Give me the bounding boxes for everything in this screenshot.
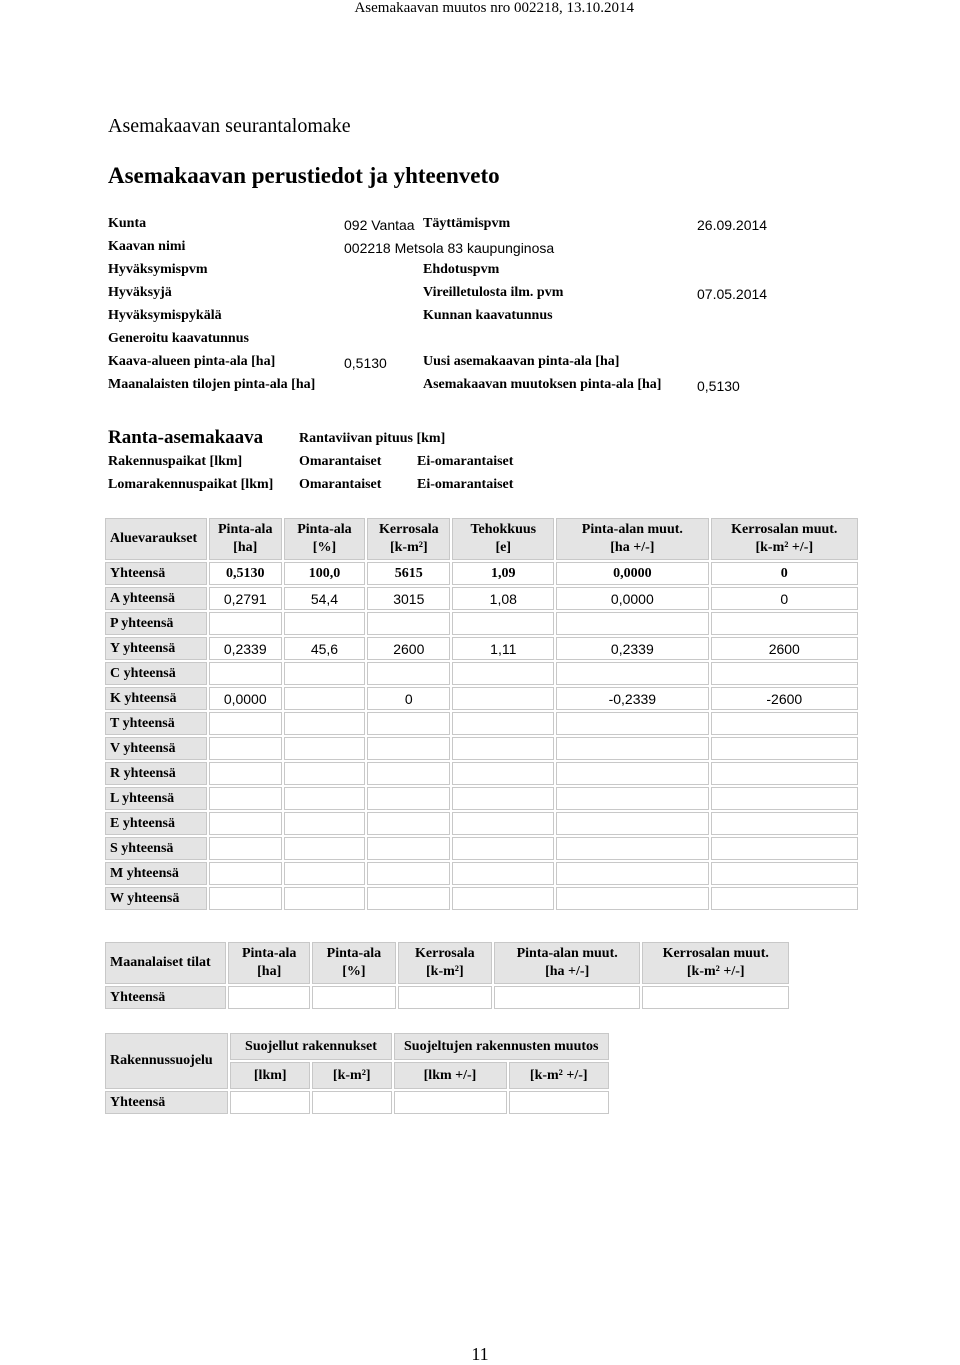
muutos-label: Asemakaavan muutoksen pinta-ala [ha] [423,377,662,392]
table-row [105,1091,609,1114]
row-label: L yhteensä [105,787,207,810]
row-label: Yhteensä [105,1091,228,1114]
table-cell [284,837,365,860]
table-cell [228,986,310,1009]
table-cell [209,737,282,760]
kunta-label: Kunta [108,216,147,231]
kaavan-nimi-label: Kaavan nimi [108,239,186,254]
table-cell [556,762,708,785]
header-text: Kerrosalan muut. [731,522,838,537]
table-cell [209,712,282,735]
vireille-value: 07.05.2014 [697,286,768,302]
table-cell [711,837,858,860]
table-row [105,762,858,785]
header-text: Pinta-alan muut. [516,946,618,961]
sub-header: [k-m² +/-] [509,1062,610,1089]
row-label: P yhteensä [105,612,207,635]
column-header [284,518,365,560]
table-cell [452,762,554,785]
header-text: [ha] [233,540,258,555]
table-cell [284,737,365,760]
kunnan-tunnus-label: Kunnan kaavatunnus [423,308,553,323]
muutos-value: 0,5130 [697,378,740,394]
vireille-label: Vireilletulosta ilm. pvm [423,285,564,300]
header-text: Pinta-ala [241,946,297,961]
table-cell [556,887,708,910]
table-cell [711,787,858,810]
table-cell [556,812,708,835]
table-cell [209,787,282,810]
main-title: Asemakaavan perustiedot ja yhteenveto [108,163,500,188]
rakennuspaikat-label: Rakennuspaikat [lkm] [108,454,243,469]
row-label: Y yhteensä [105,637,207,660]
column-header [228,942,310,984]
table-cell [711,737,858,760]
table-cell: 0,0000 [209,687,282,710]
pykala-label: Hyväksymispykälä [108,308,222,323]
ei-omarantaiset-label-2: Ei-omarantaiset [417,477,514,492]
table-cell: 1,11 [452,637,554,660]
header-text: Kerrosala [415,946,475,961]
table-cell [642,986,789,1009]
header-text: [k-m² +/-] [755,540,814,555]
table-cell [312,986,396,1009]
table-cell: 54,4 [284,587,365,610]
table-cell [556,737,708,760]
table-row [105,986,789,1009]
table-cell [556,787,708,810]
table-cell [452,612,554,635]
table-cell [209,762,282,785]
header-text: [k-m²] [426,964,464,979]
table-cell: 100,0 [284,562,365,585]
table-cell: 0,0000 [556,562,708,585]
header-text: [k-m² +/-] [686,964,745,979]
table-cell [230,1091,310,1114]
table-row [105,837,858,860]
column-header [398,942,492,984]
table-cell: 0 [711,562,858,585]
tayttamispvm-label: Täyttämispvm [423,216,511,231]
header-text: [%] [342,964,366,979]
ehdotuspvm-label: Ehdotuspvm [423,262,500,277]
omarantaiset-label-2: Omarantaiset [299,477,382,492]
table-cell: 5615 [367,562,450,585]
table-cell [209,862,282,885]
row-label: Yhteensä [105,986,226,1009]
table-cell [209,887,282,910]
table-cell [452,787,554,810]
row-label: C yhteensä [105,662,207,685]
table-row [105,787,858,810]
row-label: K yhteensä [105,687,207,710]
table-row [105,612,858,635]
table-cell [556,662,708,685]
table-cell [452,737,554,760]
table-cell [452,887,554,910]
table-cell [312,1091,392,1114]
table-cell: 0,2339 [556,637,708,660]
column-header [312,942,396,984]
table-cell [209,812,282,835]
table-cell: 1,09 [452,562,554,585]
header-text: [k-m²] [389,540,428,555]
table-title-header [105,942,226,984]
sub-header: [k-m²] [312,1062,392,1089]
suojelu-title: Rakennussuojelu [105,1033,228,1089]
table-cell [367,612,450,635]
kaavan-nimi-value: 002218 Metsola 83 kaupunginosa [344,240,555,256]
table-cell [284,612,365,635]
table-cell: 0,2339 [209,637,282,660]
table-cell [711,812,858,835]
table-cell [711,612,858,635]
table-header-row [105,518,858,560]
table-cell: 0,0000 [556,587,708,610]
suojellut-header: Suojellut rakennukset [230,1033,391,1060]
table-cell [284,762,365,785]
table-cell [367,837,450,860]
row-label: V yhteensä [105,737,207,760]
table-row [105,737,858,760]
row-label: S yhteensä [105,837,207,860]
kaava-alue-value: 0,5130 [344,355,387,371]
header-text: [ha] [257,964,282,979]
table-cell: 0,2791 [209,587,282,610]
column-header [642,942,789,984]
table-cell [452,687,554,710]
header-text: Kerrosalan muut. [662,946,769,961]
table-cell [367,862,450,885]
header-text: [%] [312,540,337,555]
tayttamispvm-value: 26.09.2014 [697,217,768,233]
table-row [105,712,858,735]
kunta-value: 092 Vantaa [344,217,415,233]
table-cell: 0 [711,587,858,610]
table-row [105,637,858,660]
table-row [105,887,858,910]
table-cell [398,986,492,1009]
table-cell [284,862,365,885]
table-cell [556,712,708,735]
table-header-row [105,1033,609,1060]
table-cell [284,812,365,835]
column-header [711,518,858,560]
table-cell [452,862,554,885]
table-cell [711,712,858,735]
table-cell [367,787,450,810]
column-header [556,518,708,560]
table-cell [509,1091,610,1114]
header-text: Kerrosala [378,522,439,537]
table-cell [556,612,708,635]
table-cell [452,837,554,860]
table-cell [367,762,450,785]
omarantaiset-label: Omarantaiset [299,454,382,469]
header-text: Maanalaiset tilat [110,955,211,970]
table-cell [711,662,858,685]
row-label: Yhteensä [105,562,207,585]
header-text: Aluevaraukset [110,531,198,546]
table-row [105,862,858,885]
row-label: W yhteensä [105,887,207,910]
table-cell [494,986,641,1009]
table-cell [284,687,365,710]
table-cell [452,712,554,735]
header-text: [ha +/-] [545,964,590,979]
table-cell [284,662,365,685]
sub-header: [lkm] [230,1062,310,1089]
table-cell [394,1091,507,1114]
uusi-label: Uusi asemakaavan pinta-ala [ha] [423,354,620,369]
table-cell [284,787,365,810]
table-cell [367,662,450,685]
table-cell [711,887,858,910]
row-label: T yhteensä [105,712,207,735]
generoitu-label: Generoitu kaavatunnus [108,331,249,346]
page-number: 11 [471,1344,489,1364]
rakennussuojelu-table [103,1031,611,1116]
table-cell [452,812,554,835]
table-cell [284,712,365,735]
table-row [105,562,858,585]
sub-header: [lkm +/-] [394,1062,507,1089]
header-text: Pinta-alan muut. [581,522,683,537]
table-cell [711,762,858,785]
column-header [367,518,450,560]
table-cell [367,712,450,735]
row-label: R yhteensä [105,762,207,785]
header-text: [ha +/-] [610,540,655,555]
table-cell [367,887,450,910]
maanalaiset-pinta-ala-label: Maanalaisten tilojen pinta-ala [ha] [108,377,316,392]
table-cell: 2600 [367,637,450,660]
table-cell [367,812,450,835]
table-cell [209,662,282,685]
table-cell [284,887,365,910]
suojeltujen-muutos-header: Suojeltujen rakennusten muutos [394,1033,610,1060]
ranta-title: Ranta-asemakaava [108,427,264,448]
table-cell: -2600 [711,687,858,710]
hyvaksyja-label: Hyväksyjä [108,285,172,300]
maanalaiset-table [103,940,791,1011]
column-header [494,942,641,984]
row-label: M yhteensä [105,862,207,885]
page-header: Asemakaavan muutos nro 002218, 13.10.2014 [354,0,634,16]
table-header-row [105,942,789,984]
column-header [209,518,282,560]
ei-omarantaiset-label: Ei-omarantaiset [417,454,514,469]
header-text: [e] [495,540,512,555]
table-row [105,687,858,710]
form-title: Asemakaavan seurantalomake [108,115,351,137]
aluevaraukset-table [103,516,860,912]
table-cell: 1,08 [452,587,554,610]
lomarakennuspaikat-label: Lomarakennuspaikat [lkm] [108,477,274,492]
table-row [105,812,858,835]
header-text: Pinta-ala [218,522,273,537]
rantaviiva-label: Rantaviivan pituus [km] [299,431,446,446]
header-text: Tehokkuus [470,522,537,537]
table-cell [711,862,858,885]
column-header [452,518,554,560]
row-label: A yhteensä [105,587,207,610]
table-cell: -0,2339 [556,687,708,710]
table-row [105,587,858,610]
table-cell: 2600 [711,637,858,660]
header-text: Pinta-ala [326,946,382,961]
table-cell: 45,6 [284,637,365,660]
table-cell [556,862,708,885]
table-cell [452,662,554,685]
table-cell: 0,5130 [209,562,282,585]
hyvaksymispvm-label: Hyväksymispvm [108,262,208,277]
table-title-header [105,518,207,560]
table-cell [367,737,450,760]
row-label: E yhteensä [105,812,207,835]
table-cell [556,837,708,860]
table-cell: 0 [367,687,450,710]
header-text: Pinta-ala [297,522,352,537]
table-cell [209,612,282,635]
table-row [105,662,858,685]
kaava-alue-label: Kaava-alueen pinta-ala [ha] [108,354,276,369]
table-cell [209,837,282,860]
table-cell: 3015 [367,587,450,610]
